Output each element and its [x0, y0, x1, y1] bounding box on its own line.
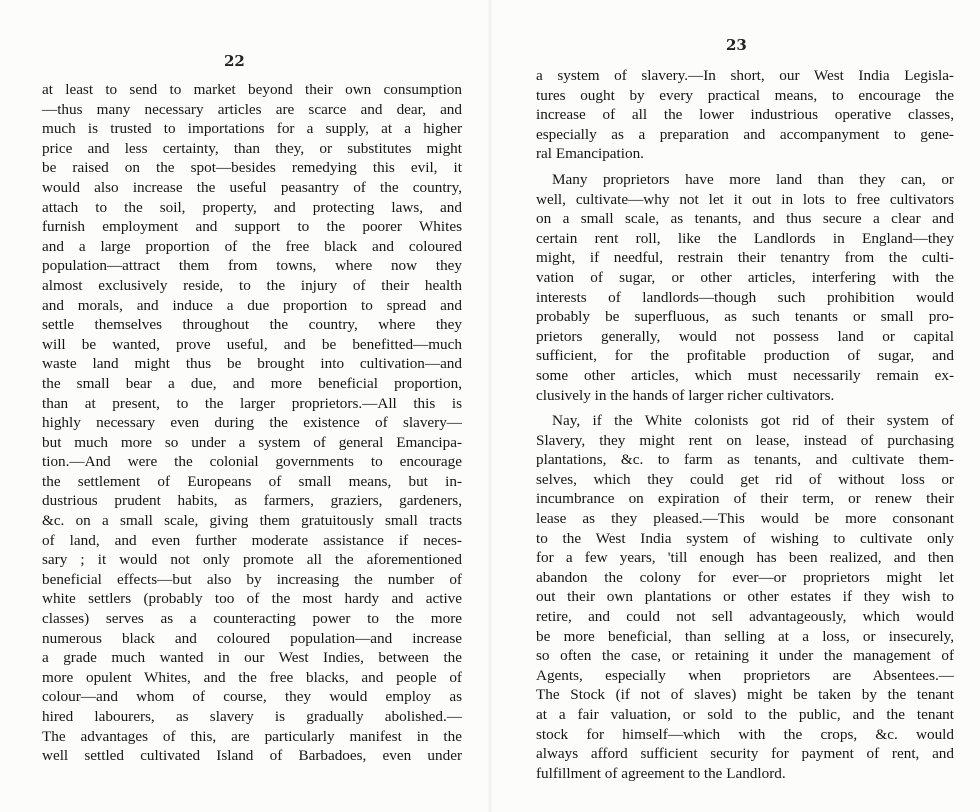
text-line: prietors generally, would not possess land or capital [536, 327, 954, 345]
paragraph [536, 66, 954, 164]
text-line: abandon the colony for ever—or proprietors might let [536, 568, 954, 586]
text-line: plantations, &c. to farm as tenants, and cultivate them- [536, 451, 954, 469]
page-number: 23 [726, 36, 747, 54]
text-line: clusively in the hands of larger richer cultivators. [536, 386, 835, 404]
text-line: lease as they pleased.—This would be more consonant [536, 510, 954, 528]
text-line: would also increase the useful peasantry of the country, [42, 178, 462, 196]
text-line: the settlement of Europeans of small means, but in- [42, 472, 462, 490]
text-line: so often the case, or retaining it under the management of [536, 647, 954, 665]
text-line: a grade much wanted in our West Indies, between the [42, 649, 462, 667]
text-line: furnish employment and support to the poorer Whites [42, 218, 462, 236]
text-line: well, cultivate—why not let it out in lots to free cultivators [536, 190, 954, 208]
text-line: interests of landlords—though such prohibition would [536, 288, 954, 306]
left-page-body [42, 80, 462, 766]
text-line: especially as a preparation and accompanyment to gene- [536, 125, 954, 143]
text-line: than at present, to the larger proprietors.—All this is [42, 394, 462, 412]
text-line: but much more so under a system of general Emancipa- [42, 433, 462, 451]
text-line: The advantages of this, are particularly manifest in the [42, 727, 462, 745]
text-line: to the West India system of wishing to cultivate only [536, 529, 954, 547]
text-line: dustrious prudent habits, as farmers, graziers, gardeners, [42, 492, 462, 510]
text-line: at a fair valuation, or sold to the public, and the tenant [536, 706, 954, 723]
text-line: sufficient, for the profitable production of sugar, and [536, 347, 954, 365]
page-number: 22 [224, 52, 245, 70]
text-line: tures ought by every practical means, to encourage the [536, 86, 954, 104]
text-line: the small bear a due, and more beneficial proportion, [42, 374, 462, 392]
text-line: almost exclusively reside, to the injury of their health [42, 276, 462, 294]
text-line: certain rent roll, like the Landlords in England—they [536, 229, 954, 247]
right-page [490, 0, 980, 812]
text-line: at least to send to market beyond their own consumption [42, 81, 462, 98]
paragraph [536, 170, 954, 405]
text-line: be raised on the spot—besides remedying this evil, it [42, 159, 462, 177]
text-line: sary ; it would not only promote all the aforementioned [42, 551, 462, 569]
text-line: price and less certainty, than they, or substitutes might [42, 139, 462, 157]
text-line: much is trusted to importations for a supply, at a higher [42, 120, 462, 138]
text-line: always afford sufficient security for payment of rent, and [536, 745, 954, 763]
text-line: retire, and could not sell advantageously, which would [536, 608, 954, 626]
text-line: selves, which they could get rid of without loss or [536, 470, 954, 488]
text-line: on a small scale, as tenants, and thus secure a clear and [536, 210, 954, 228]
text-line: a system of slavery.—In short, our West India Legisla- [536, 67, 954, 84]
text-line: The Stock (if not of slaves) might be taken by the tenant [536, 686, 954, 704]
text-line: waste land might thus be brought into cultivation—and [42, 355, 462, 373]
text-line: probably be superfluous, as such tenants or small pro- [536, 308, 954, 326]
text-line: beneficial effects—but also by increasing the number of [42, 570, 462, 588]
text-line: ral Emancipation. [536, 145, 644, 163]
text-line: Slavery, they might rent on lease, instead of purchasing [536, 431, 954, 449]
text-line: and a large proportion of the free black and coloured [42, 237, 462, 255]
text-line: be more beneficial, than selling at a loss, or insecurely, [536, 627, 954, 645]
text-line: highly necessary even during the existence of slavery— [42, 414, 462, 432]
text-line: —thus many necessary articles are scarce and dear, and [42, 100, 462, 118]
text-line: hired labourers, as slavery is gradually abolished.— [42, 708, 462, 725]
text-line: increase of all the lower industrious operative classes, [536, 106, 954, 124]
right-page-body [536, 66, 954, 783]
text-line: &c. on a small scale, giving them gratuitously small tracts [42, 512, 462, 530]
text-line: Nay, if the White colonists got rid of their system of [552, 412, 954, 430]
text-line: well settled cultivated Island of Barbadoes, even under [42, 747, 462, 765]
text-line: of land, and even further moderate assistance if neces- [42, 531, 462, 549]
text-line: attach to the soil, property, and protecting laws, and [42, 198, 462, 216]
text-line: and morals, and induce a due proportion to spread and [42, 296, 462, 314]
text-line: Agents, especially when proprietors are Absentees.— [536, 666, 954, 684]
text-line: tion.—And were the colonial governments to encourage [42, 453, 462, 471]
text-line: Many proprietors have more land than they can, or [552, 170, 954, 188]
text-line: white settlers (probably too of the most hardy and active [42, 590, 462, 608]
text-line: classes) serves as a counteracting power to the more [42, 610, 462, 628]
text-line: numerous black and coloured population—and increase [42, 629, 462, 647]
text-line: colour—and whom of course, they would employ as [42, 688, 462, 706]
text-line: for a few years, 'till enough has been realized, and then [536, 549, 954, 567]
text-line: fulfillment of agreement to the Landlord. [536, 764, 786, 782]
text-line: vation of sugar, or other articles, interfering with the [536, 268, 954, 286]
text-line: incumbrance on expiration of their term, or renew their [536, 490, 954, 508]
text-line: more opulent Whites, and the free blacks, and people of [42, 668, 462, 686]
text-line: stock for himself—which with the crops, &c. would [536, 725, 954, 743]
text-line: settle themselves throughout the country, where they [42, 316, 462, 334]
text-line: some other articles, which must necessarily remain ex- [536, 366, 954, 384]
text-line: out their own plantations or other estates if they wish to [536, 588, 954, 606]
paragraph [536, 411, 954, 783]
text-line: might, if needful, restrain their tenantry from the culti- [536, 249, 954, 267]
text-line: will be wanted, prove useful, and be benefitted—much [42, 335, 462, 353]
text-line: population—attract them from towns, where now they [42, 257, 462, 275]
